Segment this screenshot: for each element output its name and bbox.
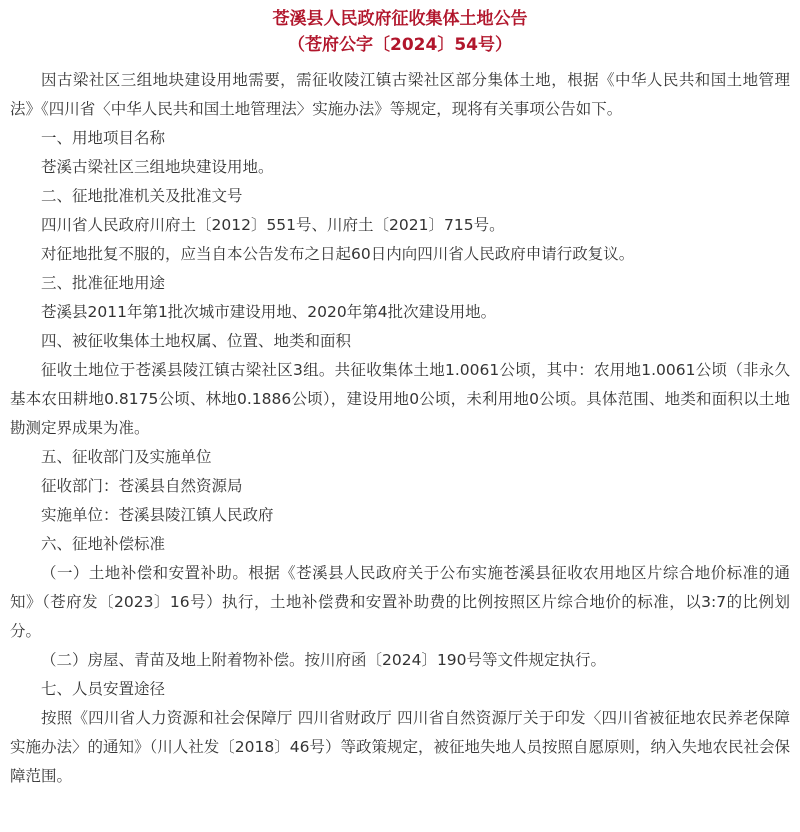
section-heading-3: 三、批准征地用途 <box>41 274 166 292</box>
section-body-7: 按照《四川省人力资源和社会保障厅 四川省财政厅 四川省自然资源厅关于印发〈四川省被征地农民养老保障实施办法〉的通知》（川人社发〔2018〕46号）等政策规定，被征地失地人员按照自愿原则，纳入失地农民社会保障范围。 <box>10 709 790 785</box>
section-body-1: 苍溪古梁社区三组地块建设用地。 <box>41 158 274 176</box>
document-title: 苍溪县人民政府征收集体土地公告 <box>272 9 528 29</box>
section-body-5-department: 征收部门：苍溪县自然资源局 <box>41 477 243 495</box>
section-heading-2: 二、征地批准机关及批准文号 <box>41 187 243 205</box>
section-heading-7: 七、人员安置途径 <box>41 680 166 698</box>
section-heading-4: 四、被征收集体土地权属、位置、地类和面积 <box>41 332 352 350</box>
section-body-2-appeal: 对征地批复不服的，应当自本公告发布之日起60日内向四川省人民政府申请行政复议。 <box>41 245 635 263</box>
section-heading-5: 五、征收部门及实施单位 <box>41 448 212 466</box>
document-number: （苍府公字〔2024〕54号） <box>288 35 512 55</box>
section-body-2: 四川省人民政府川府土〔2012〕551号、川府土〔2021〕715号。 <box>41 216 505 234</box>
section-heading-1: 一、用地项目名称 <box>41 129 166 147</box>
section-body-6-land: （一）土地补偿和安置补助。根据《苍溪县人民政府关于公布实施苍溪县征收农用地区片综合地价标准的通知》（苍府发〔2023〕16号）执行，土地补偿费和安置补助费的比例按照区片综合地价的标准，以3:7的比例划分。 <box>10 564 790 640</box>
section-heading-6: 六、征地补偿标准 <box>41 535 166 553</box>
section-body-3: 苍溪县2011年第1批次城市建设用地、2020年第4批次建设用地。 <box>41 303 497 321</box>
section-body-5-unit: 实施单位：苍溪县陵江镇人民政府 <box>41 506 274 524</box>
section-body-6-property: （二）房屋、青苗及地上附着物补偿。按川府函〔2024〕190号等文件规定执行。 <box>41 651 607 669</box>
intro-paragraph: 因古梁社区三组地块建设用地需要，需征收陵江镇古梁社区部分集体土地，根据《中华人民共和国土地管理法》《四川省〈中华人民共和国土地管理法〉实施办法》等规定，现将有关事项公告如下。 <box>10 71 790 118</box>
section-body-4: 征收土地位于苍溪县陵江镇古梁社区3组。共征收集体土地1.0061公顷，其中：农用地1.0061公顷（非永久基本农田耕地0.8175公顷、林地0.1886公顷），建设用地0公顷，未利用地0公顷。具体范围、地类和面积以土地勘测定界成果为准。 <box>10 361 790 437</box>
